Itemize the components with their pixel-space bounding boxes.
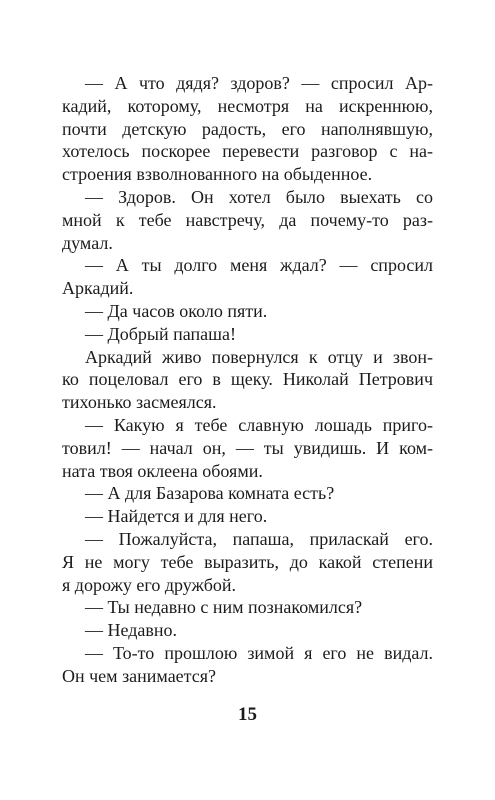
text-line: — Найдется и для него. — [85, 506, 268, 527]
text-line: хотелось поскорее перевести разговор с на- — [62, 141, 433, 162]
text-line: — Недавно. — [85, 620, 178, 641]
paragraph — [62, 642, 433, 688]
text-line: я дорожу его дружбой. — [62, 574, 237, 595]
paragraph — [62, 596, 433, 619]
text-line: — А что дядя? здоров? — спросил Ар- — [85, 73, 433, 93]
text-line: — Здоров. Он хотел было выехать со — [85, 186, 433, 207]
text-line: почти детскую радость, его наполнявшую, — [62, 118, 433, 139]
text-line: — Какую я тебе славную лошадь приго- — [85, 414, 433, 435]
paragraph — [62, 186, 433, 254]
text-line: Он чем занимается? — [62, 665, 217, 686]
paragraph — [62, 323, 433, 346]
text-line: ната твоя оклеена обоями. — [62, 460, 263, 481]
text-line: Аркадий живо повернулся к отцу и звон- — [85, 346, 433, 367]
paragraph — [62, 482, 433, 505]
text-line: ко поцеловал его в щеку. Николай Петрович — [62, 369, 433, 390]
paragraph — [62, 72, 433, 186]
text-line: — Да часов около пяти. — [85, 300, 268, 321]
text-line: думал. — [62, 232, 113, 253]
text-line: — А ты долго меня ждал? — спросил — [85, 255, 433, 276]
text-block — [62, 72, 433, 688]
page-number: 15 — [238, 704, 257, 725]
paragraph — [62, 505, 433, 528]
paragraph — [62, 528, 433, 596]
text-line: тихонько засмеялся. — [62, 392, 217, 413]
text-line: товил! — начал он, — ты увидишь. И ком- — [62, 437, 433, 458]
text-line: строения взволнованного на обыденное. — [62, 164, 373, 185]
paragraph — [62, 414, 433, 482]
text-line: — Добрый папаша! — [85, 323, 237, 344]
paragraph — [62, 346, 433, 414]
text-line: — То-то прошлою зимой я его не видал. — [85, 642, 433, 663]
text-line: Я не могу тебе выразить, до какой степени — [62, 551, 433, 572]
text-line: — Ты недавно с ним познакомился? — [85, 597, 363, 618]
text-line: кадий, которому, несмотря на искреннюю, — [62, 95, 433, 116]
paragraph — [62, 300, 433, 323]
text-line: Аркадий. — [62, 278, 134, 299]
paragraph — [62, 619, 433, 642]
paragraph — [62, 254, 433, 300]
text-line: — Пожалуйста, папаша, приласкай его. — [85, 528, 433, 549]
text-line: мной к тебе навстречу, да почему-то раз- — [62, 209, 433, 230]
text-line: — А для Базарова комната есть? — [85, 483, 335, 504]
